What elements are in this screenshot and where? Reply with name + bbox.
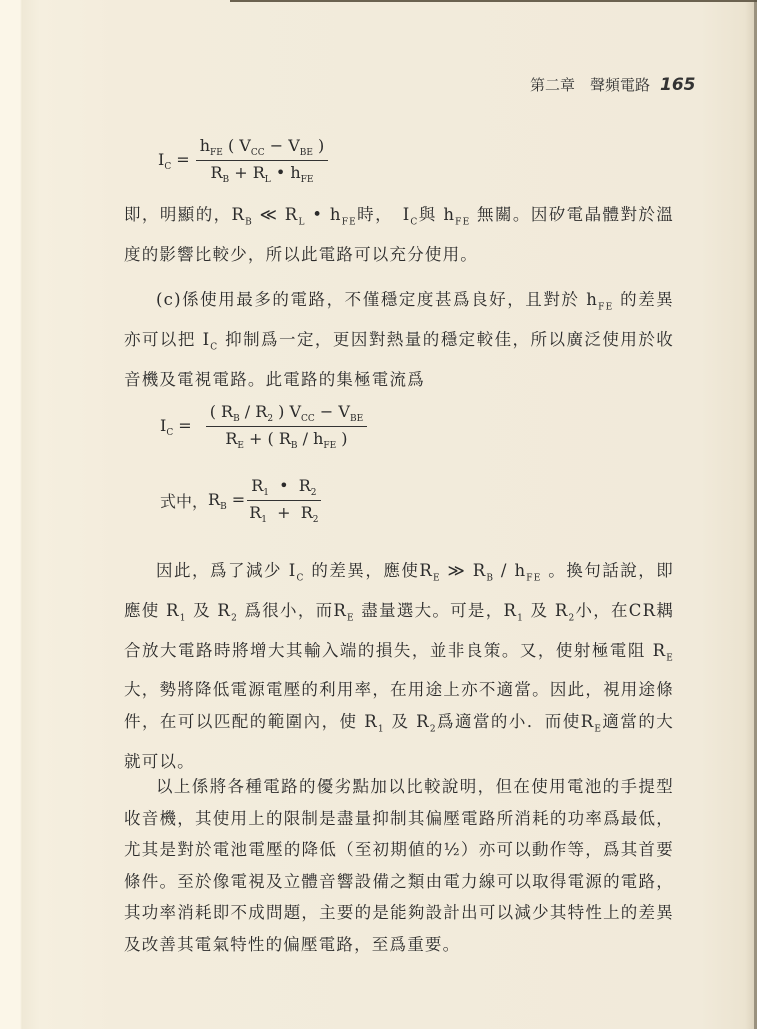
equation-lhs: $I_C$ = [160, 415, 192, 438]
equation-lhs: $I_C$ = [158, 149, 190, 172]
paragraph-1: 即，明顯的，$R_B$ ≪ $R_L$ • $h_{FE}$時， $I_C$與 $h_{FE}$ 無關。因矽電晶體對於溫度的影響比較少，所以此電路可以充分使用。 [124, 205, 674, 264]
equation-rb-definition [160, 476, 321, 525]
equation-numerator: ( $R_B / R_2$ ) $V_{CC} - V_{BE}$ [206, 402, 367, 427]
equation-lhs: $R_B$ = [208, 489, 246, 512]
equation-denominator: $R_B + R_L$ • $h_{FE}$ [210, 163, 314, 186]
paragraph-4: 以上係將各種電路的優劣點加以比較說明，但在使用電池的手提型收音機，其使用上的限制是盡量抑制其偏壓電路所消耗的功率爲最低，尤其是對於電池電壓的降低（至初期値的½）亦可以動作等，爲其首要條件。至於像電視及立體音響設備之類由電力線可以取得電源的電路，其功率消耗即不成問題，主要的是能夠設計出可以減少其特性上的差異及改善其電氣特性的偏壓電路，至爲重要。 [124, 777, 674, 954]
page-number: 165 [660, 75, 696, 95]
equation-prefix: 式中， [160, 492, 209, 512]
equation-numerator: $R_1$ • $R_2$ [247, 476, 320, 501]
equation-denominator: $R_E$ + ( $R_B / h_{FE}$ ) [225, 429, 348, 452]
paragraph-3: 因此，爲了減少 $I_C$ 的差異，應使$R_E$ ≫ $R_B / h_{FE}$ 。換句話說，即應使 $R_1$ 及 $R_2$ 爲很小，而$R_E$ 盡量選大。可是，$R_1$ 及 $R_2$小，在CR耦合放大電路時將增大其輸入端的損失，並非良策。又，使射極電阻 $R_E$大，勢將降低電源電壓的利用率，在用途上亦不適當。因此，視用途條件，在可以匹配的範圍內，使 $R_1$ 及 $R_2$爲適當的小．而使$R_E$適當的大就可以。 [124, 561, 675, 771]
equation-collector-current-2 [160, 402, 367, 451]
paragraph-2: (c)係使用最多的電路，不僅穩定度甚爲良好，且對於 $h_{FE}$ 的差異亦可以把 $I_C$ 抑制爲一定，更因對熱量的穩定較佳，所以廣泛使用於收音機及電視電路。此電路的集極電流爲 [124, 290, 674, 389]
equation-collector-current-1 [158, 136, 328, 185]
running-header [530, 74, 696, 95]
equation-numerator: $h_{FE}$ ( $V_{CC} - V_{BE}$ ) [196, 136, 329, 161]
chapter-title: 第二章 聲頻電路 [530, 76, 651, 94]
page-edge-top [230, 0, 757, 2]
equation-denominator: $R_1 + R_2$ [249, 503, 319, 526]
